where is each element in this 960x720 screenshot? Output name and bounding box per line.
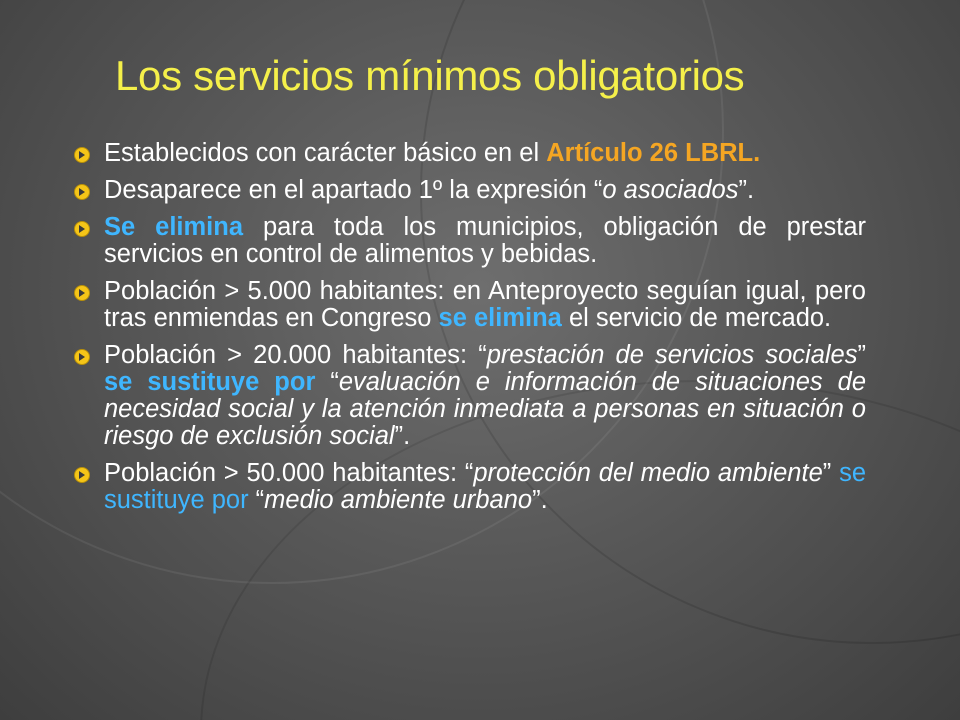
bullet-text-segment: o asociados bbox=[602, 176, 739, 204]
circled-arrow-bullet-icon bbox=[74, 221, 90, 237]
bullet-text-segment: Establecidos con carácter básico en el bbox=[104, 139, 547, 167]
bullet-text-segment: medio ambiente urbano bbox=[264, 486, 533, 514]
bullet-item bbox=[66, 140, 866, 167]
bullet-text-segment: Población > 50.000 habitantes: “ bbox=[104, 459, 474, 487]
bullet-text-segment: se sustituye por bbox=[104, 368, 316, 396]
bullet-text-segment: Se elimina bbox=[104, 213, 244, 241]
bullet-list bbox=[66, 140, 866, 524]
bullet-text-segment: Población > 20.000 habitantes: “ bbox=[104, 341, 487, 369]
bullet-text-segment: Desaparece en el apartado 1º la expresión “ bbox=[104, 176, 603, 204]
bullet-item bbox=[66, 278, 866, 332]
bullet-text-segment: el servicio de mercado. bbox=[561, 304, 832, 332]
circled-arrow-bullet-icon bbox=[74, 285, 90, 301]
bullet-text-segment: ”. bbox=[738, 176, 755, 204]
bullet-text-segment: Población > 5.000 habitantes: en Anteproyecto seguían igual, pero tras enmiendas en Congreso bbox=[104, 277, 866, 332]
bullet-item bbox=[66, 342, 866, 450]
circled-arrow-bullet-icon bbox=[74, 147, 90, 163]
bullet-item bbox=[66, 177, 866, 204]
bullet-text-segment: “ bbox=[315, 368, 339, 396]
bullet-text-segment: ”. bbox=[394, 422, 411, 450]
bullet-text-segment: ” bbox=[822, 459, 840, 487]
bullet-text-segment: ”. bbox=[532, 486, 548, 514]
circled-arrow-bullet-icon bbox=[74, 184, 90, 200]
bullet-text-segment: Artículo 26 LBRL. bbox=[546, 139, 761, 167]
bullet-text-segment: protección del medio ambiente bbox=[473, 459, 823, 487]
bullet-text-segment: ” bbox=[857, 341, 866, 369]
circled-arrow-bullet-icon bbox=[74, 467, 90, 483]
bullet-item bbox=[66, 460, 866, 514]
bullet-item bbox=[66, 214, 866, 268]
bullet-text-segment: prestación de servicios sociales bbox=[486, 341, 858, 369]
bullet-text-segment: “ bbox=[248, 486, 265, 514]
bullet-text-segment: para toda los municipios, obligación de prestar servicios en control de alimentos y bebidas. bbox=[104, 213, 866, 268]
bullet-text-segment: se sustituye por bbox=[104, 459, 866, 514]
bullet-text-segment: se elimina bbox=[438, 304, 562, 332]
bullet-text-segment: evaluación e información de situaciones de necesidad social y la atención inmediata a personas en situación o riesgo de exclusión social bbox=[104, 368, 867, 450]
circled-arrow-bullet-icon bbox=[74, 349, 90, 365]
slide-title: Los servicios mínimos obligatorios bbox=[115, 52, 745, 99]
